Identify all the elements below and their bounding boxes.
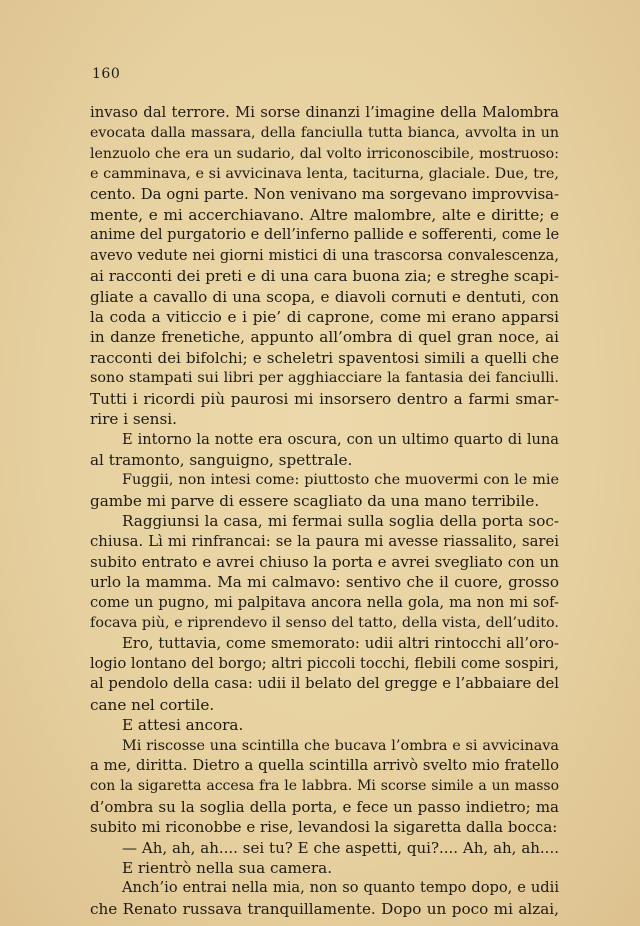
text-line: al pendolo della casa: udii il belato del gregge e l’abbaiare del — [90, 675, 559, 693]
text-line: in danze frenetiche, appunto all’ombra di quel gran noce, ai — [90, 328, 559, 347]
text-line: Raggiunsi la casa, mi fermai sulla soglia della porta soc- — [122, 512, 559, 531]
text-line: ai racconti dei preti e di una cara buona zia; e streghe scapi- — [90, 267, 559, 286]
body-text — [90, 103, 559, 919]
text-line: Mi riscosse una scintilla che bucava l’ombra e si avvicinava — [122, 737, 559, 754]
text-line: gliate a cavallo di una scopa, e diavoli cornuti e dentuti, con — [90, 287, 559, 306]
text-line: la coda a viticcio e i pie’ di caprone, come mi erano apparsi — [90, 308, 559, 327]
text-line: cane nel cortile. — [90, 695, 215, 714]
text-line: E attesi ancora. — [122, 716, 244, 735]
text-line: rire i sensi. — [90, 410, 177, 429]
text-line: Tutti i ricordi più paurosi mi insorsero dentro a farmi smar- — [90, 389, 559, 408]
text-line: al tramonto, sanguigno, spettrale. — [90, 450, 353, 469]
text-line: subito entrato e avrei chiuso la porta e avrei svegliato con un — [90, 552, 559, 571]
text-line: logio lontano del borgo; altri piccoli tocchi, flebili come sospiri, — [90, 654, 559, 672]
text-line: chiusa. Lì mi rinfrancai: se la paura mi avesse riassalito, sarei — [90, 532, 559, 550]
text-line: cento. Da ogni parte. Non venivano ma sorgevano improvvisa- — [90, 185, 559, 203]
text-line: Fuggii, non intesi come: piuttosto che muovermi con le mie — [122, 472, 559, 489]
text-line: — Ah, ah, ah.... sei tu? E che aspetti, qui?.... Ah, ah, ah.... — [122, 838, 559, 857]
text-line: che Renato russava tranquillamente. Dopo un poco mi alzai, — [90, 899, 559, 918]
text-line: Ero, tuttavia, come smemorato: udii altri rintocchi all’oro- — [122, 634, 559, 652]
text-line: invaso dal terrore. Mi sorse dinanzi l’imagine della Malombra — [90, 104, 559, 121]
text-line: E intorno la notte era oscura, con un ultimo quarto di luna — [122, 430, 559, 448]
text-line: avevo vedute nei giorni mistici di una trascorsa convalescenza, — [90, 246, 559, 264]
text-line: lenzuolo che era un sudario, dal volto irriconoscibile, mostruoso: — [90, 145, 559, 162]
text-line: gambe mi parve di essere scagliato da una mano terribile. — [90, 491, 540, 510]
text-line: con la sigaretta accesa fra le labbra. Mi scorse simile a un masso — [90, 778, 559, 795]
text-line: racconti dei bifolchi; e scheletri spaventosi simili a quelli che — [90, 348, 559, 367]
text-line: anime del purgatorio e dell’inferno pallide e sofferenti, come le — [90, 226, 559, 244]
text-line: sono stampati sui libri per agghiacciare la fantasia dei fanciulli. — [90, 370, 559, 387]
text-line: d’ombra su la soglia della porta, e fece un passo indietro; ma — [90, 797, 559, 816]
text-line: come un pugno, mi palpitava ancora nella gola, ma non mi sof- — [90, 593, 559, 611]
text-line: subito mi riconobbe e rise, levandosi la sigaretta dalla bocca: — [90, 818, 558, 837]
text-line: e camminava, e si avvicinava lenta, taciturna, glaciale. Due, tre, — [90, 166, 559, 183]
text-line: a me, diritta. Dietro a quella scintilla arrivò svelto mio fratello — [90, 757, 559, 774]
text-line: mente, e mi accerchiavano. Altre malombre, alte e diritte; e — [90, 206, 559, 225]
text-line: focava più, e riprendevo il senso del tatto, della vista, dell’udito. — [90, 615, 559, 632]
text-line: E rientrò nella sua camera. — [122, 859, 333, 878]
text-line: urlo la mamma. Ma mi calmavo: sentivo che il cuore, grosso — [90, 573, 559, 592]
text-line: Anch’io entrai nella mia, non so quanto tempo dopo, e udii — [122, 879, 559, 897]
text-line: evocata dalla massara, della fanciulla tutta bianca, avvolta in un — [90, 125, 559, 142]
page-number: 160 — [92, 66, 121, 82]
